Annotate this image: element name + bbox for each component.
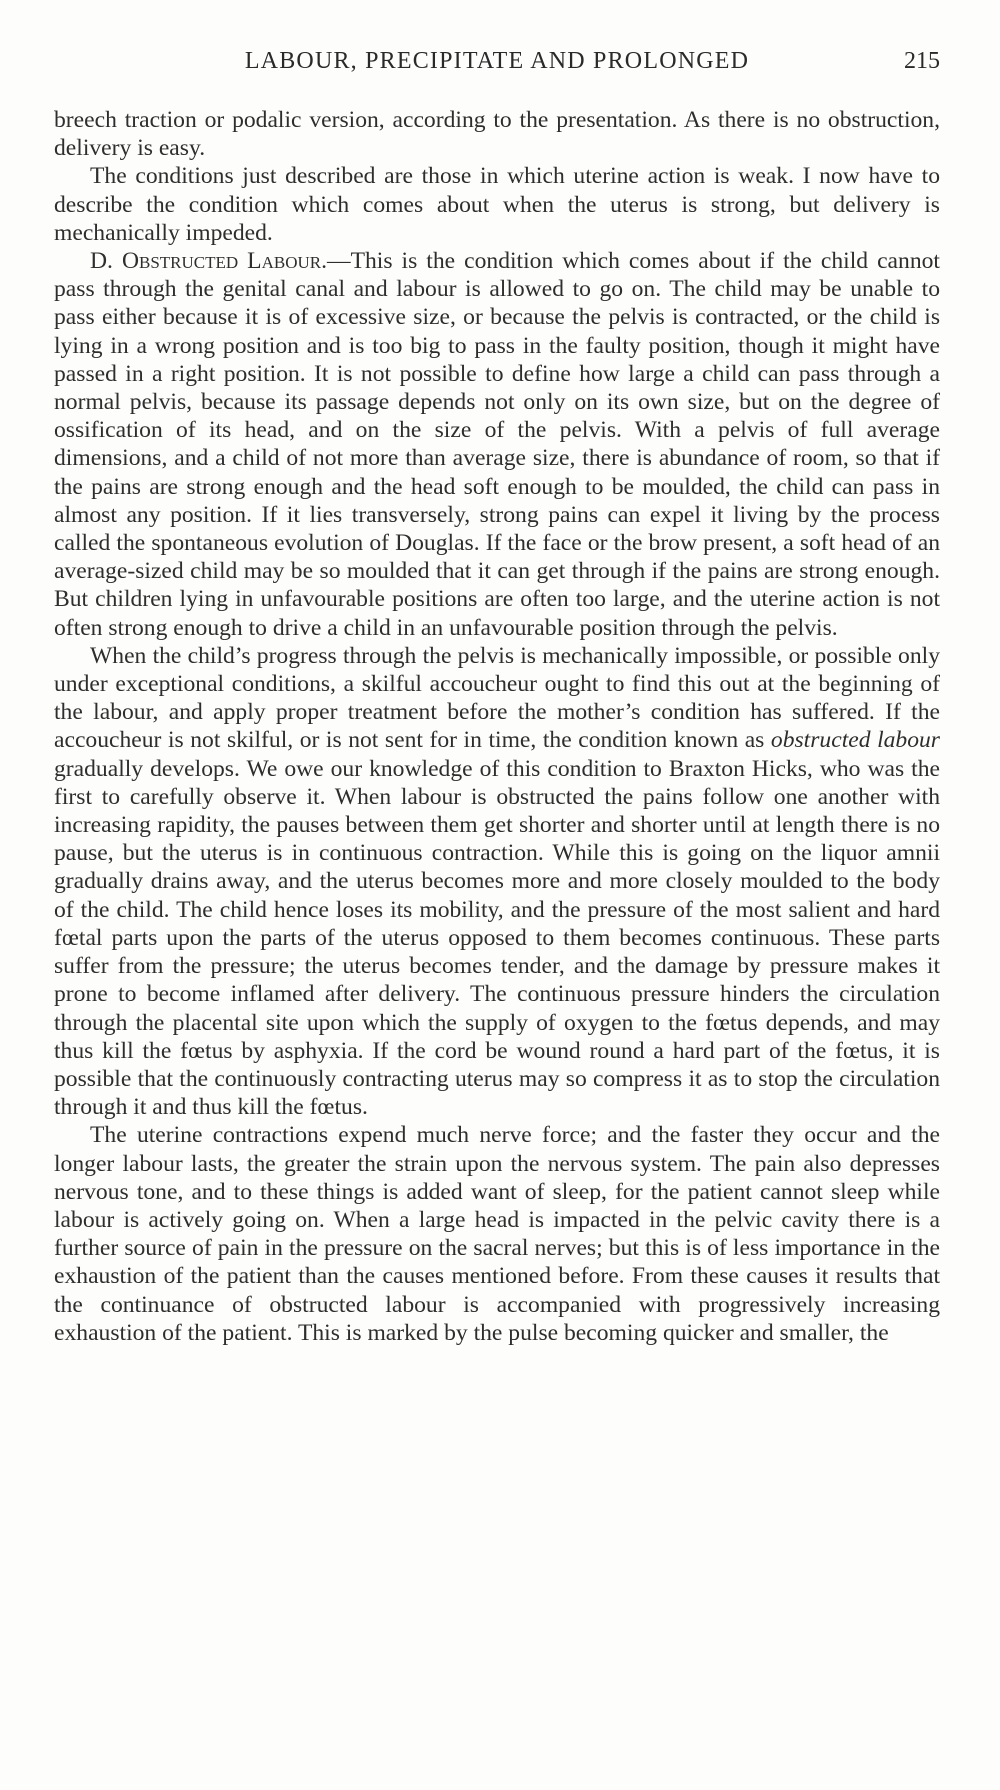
italic-term: obstructed labour [770, 727, 940, 754]
running-title: LABOUR, PRECIPITATE AND PROLONGED [244, 48, 750, 74]
paragraph-continuation: breech traction or podalic version, according to the presentation. As there is no obstruction, delivery is easy. [54, 107, 940, 162]
running-head [54, 48, 940, 88]
paragraph-text: —This is the condition which comes about if the child cannot pass through the genital canal and labour is allowed to go on. The child may be unable to pass either because it is of excessive size, or because the pelvis is contracted, or the child is lying in a wrong position and is too big to pass in the faulty position, though it might have passed in a right position. It is not possible to define how large a child can pass through a normal pelvis, because its passage depends not only on its own size, but on the degree of ossification of its head, and on the size of the pelvis. With a pelvis of full average dimensions, and a child of not more than average size, there is abundance of room, so that if the pains are strong enough and the head soft enough to be moulded, the child can pass in almost any position. If it lies transversely, strong pains can expel it living by the process called the spontaneous evolution of Douglas. If the face or the brow present, a soft head of an average-sized child may be so moulded that it can get through if the pains are strong enough. But children lying in unfavourable positions are often too large, and the uterine action is not often strong enough to drive a child in an unfavourable position through the pelvis. [54, 248, 940, 641]
paragraph-text: When the child’s progress through the pelvis is mechanically impossible, or possible only under exceptional conditions, a skilful accoucheur ought to find this out at the beginning of the labour, and apply proper treatment before the mother’s condition has suffered. If the accoucheur is not skilful, or is not sent for in time, the condition known as [54, 642, 940, 754]
paragraph-text: gradually develops. We owe our knowledge of this condition to Braxton Hicks, who was the first to carefully observe it. When labour is obstructed the pains follow one another with increasing rapidity, the pauses between them get shorter and shorter until at length there is no pause, but the uterus is in continuous contraction. While this is going on the liquor amnii gradually drains away, and the uterus becomes more and more closely moulded to the body of the child. The child hence loses its mobility, and the pressure of the most salient and hard fœtal parts upon the parts of the uterus opposed to them becomes continuous. These parts suffer from the pressure; the uterus becomes tender, and the damage by pressure makes it prone to become inflamed after delivery. The continuous pressure hinders the circulation through the placental site upon which the supply of oxygen to the fœtus depends, and may thus kill the fœtus by asphyxia. If the cord be wound round a hard part of the fœtus, it is possible that the continuously contracting uterus may so compress it as to stop the circulation through it and thus kill the fœtus. [54, 755, 940, 1121]
section-heading: D. Obstructed Labour. [90, 248, 327, 275]
paragraph: The uterine contractions expend much nerve force; and the faster they occur and the longer labour lasts, the greater the strain upon the nervous system. The pain also depresses nervous tone, and to these things is added want of sleep, for the patient cannot sleep while labour is actively going on. When a large head is impacted in the pelvic cavity there is a further source of pain in the pressure on the sacral nerves; but this is of less importance in the exhaustion of the patient than the causes mentioned before. From these causes it results that the continuance of obstructed labour is accompanied with progressively increasing exhaustion of the patient. This is marked by the pulse becoming quicker and smaller, the [54, 1122, 940, 1346]
paragraph: The conditions just described are those in which uterine action is weak. I now have to describe the condition which comes about when the uterus is strong, but delivery is mechanically impeded. [54, 163, 940, 246]
paragraph [54, 642, 940, 1121]
body-text [54, 106, 940, 1347]
page-number: 215 [904, 48, 940, 74]
paragraph-obstructed-labour [54, 247, 940, 642]
